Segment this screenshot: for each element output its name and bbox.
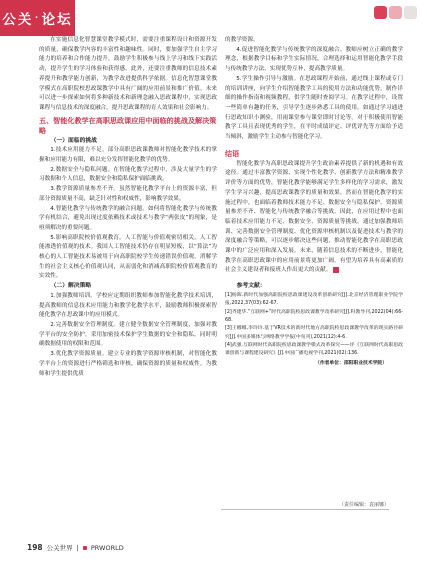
banner-text-first: 公关: [2, 12, 34, 28]
subsection-heading: （二）解决策略: [50, 283, 92, 290]
page-footer: [27, 543, 124, 552]
section-banner: 公关 · 论坛: [0, 0, 75, 36]
paragraph: 4.智能化教学与传统教学的融合问题。如何将智能化教学与传统教学有机结合，避免出现过度依赖技术或技术与教学“两张皮”的现象，是亟须解决的重要问题。: [39, 205, 217, 231]
paragraph: 1.加强教师培训。学校应定期组织教师参加智能化教学技术培训，提高教师的信息技术应用能力和教学化教学水平，鼓励教师积极探索智能化教学在思政课中的应用模式。: [39, 292, 217, 319]
right-column: [225, 36, 403, 368]
section-heading: 五、智能化教学在高职思政课应用中面临的挑战及解决策略: [39, 115, 217, 135]
paragraph: 的教学资源。: [225, 37, 259, 43]
reference-item: [1]杨晖.新时代加强高职院校思政课建设改革创新研究[J].北京经济管理职业学院学报,2022,37(03):62-67.: [225, 293, 403, 307]
paragraph: 5.学生操作引导与激励。在思政课程开始前，通过线上课程或专门的培训讲座，向学生介绍智能教学工具的使用方法和功能优势，制作详细的操作指南和视频教程，供学生随时查阅学习。在教学过程中，设置一些简单有趣的任务，引导学生逐步熟悉工具的使用。如通过学习通进行思政知识小测验，用雨课堂参与课堂即时讨论等。对于积极使用智能教学工具且表现优秀的学生，在平时成绩评定、评优评先等方面给予适当倾斜，激励学生主动参与智能化学习。: [225, 75, 403, 141]
subsection-heading: （一）面临的挑战: [50, 137, 97, 144]
footer-separator: |: [76, 543, 79, 552]
magazine-name: 公关世界: [46, 544, 73, 552]
paragraph: 2.完善数据安全管理制度。建立健全数据安全管理制度，加强对教学平台的安全防护，采用加密技术保护学生数据的安全和隐私。同时明确数据使用的权限和范围。: [39, 321, 217, 348]
reference-item: [4]武强.互联网时代高职院校思政课教学模式改革探究——评《互联网时代高职思政课创新与课程建设研究》[J].中国广播电视学刊,2021(02):136.: [225, 342, 403, 357]
paragraph: [225, 160, 403, 276]
paragraph: 5.影响高职院校价值观教育。人工智能与价值观密切相关，人工智能渗透价值观的技术。我国人工智能技术仍存在明显短板，以“算法”为核心的人工智能技术易被用于向高职院校学生传递错误价值观，消解学生的社会主义核心价值观认同，从而弱化和消减高职院校价值观教育的实效性。: [39, 234, 217, 280]
banner-text-second: 论坛: [41, 12, 73, 28]
author-affiliation: （作者单位：邵阳职业技术学院）: [315, 360, 387, 366]
divider: [221, 509, 389, 510]
left-column: [39, 36, 217, 379]
reference-item: [3]王娜娜,李玲玲.基于VR技术的新时代地方高职院校思政课教学改革的现实路径研究[J].中国多媒体与网络教学学报(中旬刊),2021(12):4-6.: [225, 326, 403, 340]
conclusion-text: 智能化教学为高职思政课提升学生政治素养提供了新的机遇和有效途径。通过丰富教学资源、实现个性化教学、创新教学方法和精准教学评价等方面的优势，智能化教学能够满足学生多样化的学习需求，激发学生学习兴趣，提高思政课教学的质量和效果。然而在智能化教学的实施过程中，也面临着教师技术能力不足、数据安全与隐私保护、资源质量参差不齐、智能化与传统教学融合等挑战。因此，在应用过程中也面临着技术应用能力不足、数据安全、资源质量等挑战。通过加强教师培训、完善数据安全管理制度、优化资源审核机制以及促进技术与教学的深度融合等策略，可以逐步解决这些问题，推动智能化教学在高职思政课中的广泛应用和深入发展。未来，随着信息技术的不断进步，智能化教学在高职思政课中的应用前景将更加广阔，有望为培养具有高素质的社会主义建设者和接班人作出更大的贡献。: [225, 160, 403, 274]
magazine-logo-icon: [374, 6, 417, 19]
end-mark-icon: [333, 267, 339, 273]
paragraph: 2.数据安全与隐私问题。在智能化教学过程中，涉及大量学生的学习数据和个人信息，数据安全和隐私保护面临挑战。: [39, 166, 217, 183]
paragraph: 在实施信息化智慧课堂教学模式时，需要注重课程设计和资源开发的质量，确保教学内容的丰富性和趣味性。同时，要加强学生自主学习能力的培养和合作能力提升，鼓励学生积极参与线上学习和线下实践活动，提升学生的学习体验和获得感。此外，还要注重教师的信息技术素养提升和教学能力创新，为教学改进提供科学依据。信息化智慧课堂教学模式在高职院校思政课教学中具有广阔的应用前景和推广价值。未来可以进一步探索如何将多种新技术和新理念融入思政课程中，实现思政课程与信息技术的深度融合，提升思政课程的育人效果和社会影响力。: [39, 37, 217, 111]
paragraph: 3.教学资源质量参差不齐。虽然智能化教学平台上的资源丰富，但部分资源质量不高，缺乏针对性和权威性，影响教学效果。: [39, 186, 217, 202]
paragraph: 3.优化教学资源质量。建立专业的教学资源审核机制，对智能化教学平台上的资源进行严格筛选和审核，确保资源的质量和权威性。为教师和学生提供优质: [39, 351, 217, 377]
brand-dot-icon: [83, 546, 87, 550]
conclusion-heading: 结语: [225, 148, 240, 158]
paragraph: 1.技术应用能力不足。部分高职思政课教师对智能化教学技术的掌握和应用能力有限，难以充分发挥智能化教学的优势。: [39, 147, 217, 164]
responsible-editor: （责任编辑：袁丽娜）: [338, 502, 389, 508]
reference-item: [2]齐建华.“互联网+”时代高职院校思政课教学改革研究[J].科教导刊,2022(04):66-68.: [225, 309, 403, 324]
paragraph: 4.促进智能化教学与传统教学的深度融合。教师应树立正确的教学理念，根据教学目标和学生实际情况，合理选择和运用智能化教学手段与传统教学方法，实现优势互补，提高教学质量。: [225, 46, 403, 73]
references-heading: 参考文献：: [236, 283, 266, 290]
magazine-brand: PRWORLD: [90, 543, 124, 552]
page-number: 198: [27, 543, 43, 552]
